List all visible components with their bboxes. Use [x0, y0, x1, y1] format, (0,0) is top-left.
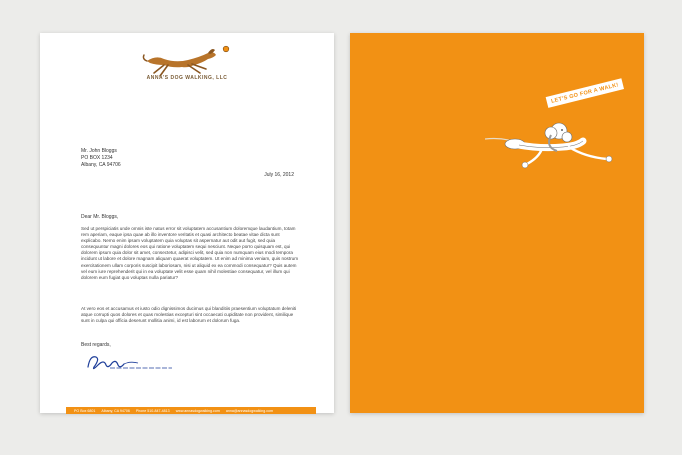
- footer-website: www.annasdogwalking.com: [175, 408, 220, 413]
- footer-city: Albany, CA 94706: [101, 408, 130, 413]
- signature-icon: [80, 351, 180, 373]
- letterhead-page: [40, 33, 334, 413]
- walk-banner: LET'S GO FOR A WALK!: [546, 78, 624, 108]
- running-poodle-icon: [485, 117, 620, 173]
- address-line: Albany, CA 94706: [81, 162, 121, 168]
- footer-contact-bar: [66, 407, 316, 414]
- salutation: Dear Mr. Bloggs,: [81, 214, 119, 220]
- company-name: ANNA'S DOG WALKING, LLC: [146, 75, 228, 81]
- closing: Best regards,: [81, 342, 111, 348]
- recipient-address: [81, 148, 121, 169]
- footer-phone: Phone 510-847-4813: [135, 408, 170, 413]
- letterhead-back-page: [350, 33, 644, 413]
- footer-po-box: PO Box 6801: [74, 408, 96, 413]
- body-paragraph: Sed ut perspiciatis unde omnis iste natus error sit voluptatem accusantium doloremque laudantium, totam rem aperiam, eaque ipsa quae ab illo inventore veritatis et quasi architecto beatae vitae dicta sunt explicabo. Nemo enim ipsam voluptatem quia voluptas sit aspernatur aut odit aut fugit, sed quia consequuntur magni dolores eos qui ratione voluptatem sequi nesciunt. Neque porro quisquam est, qui dolorem ipsum quia dolor sit amet, consectetur, adipisci velit, sed quia non numquam eius modi tempora incidunt ut labore et dolore magnam aliquam quaerat voluptatem. Ut enim ad minima veniam, quis nostrum exercitationem ullam corporis suscipit laboriosam, nisi ut aliquid ex ea commodi consequatur? Quis autem vel eum iure reprehenderit qui in ea voluptate velit esse quam nihil molestiae consequatur, vel illum qui dolorem eum fugiat quo voluptas nulla pariatur?: [81, 226, 299, 280]
- address-line: Mr. John Bloggs: [81, 148, 117, 154]
- footer-email: anna@annasdogwalking.com: [225, 408, 274, 413]
- body-paragraph: At vero eos et accusamus et iusto odio dignissimos ducimus qui blanditiis praesentium voluptatum deleniti atque corrupti quos dolores et quas molestias excepturi sint occaecati cupiditate non provident, similique sunt in culpa qui officia deserunt mollitia animi, id est laborum et dolorum fuga.: [81, 306, 297, 324]
- address-line: PO BOX 1234: [81, 155, 113, 161]
- letter-date: July 16, 2012: [264, 172, 294, 178]
